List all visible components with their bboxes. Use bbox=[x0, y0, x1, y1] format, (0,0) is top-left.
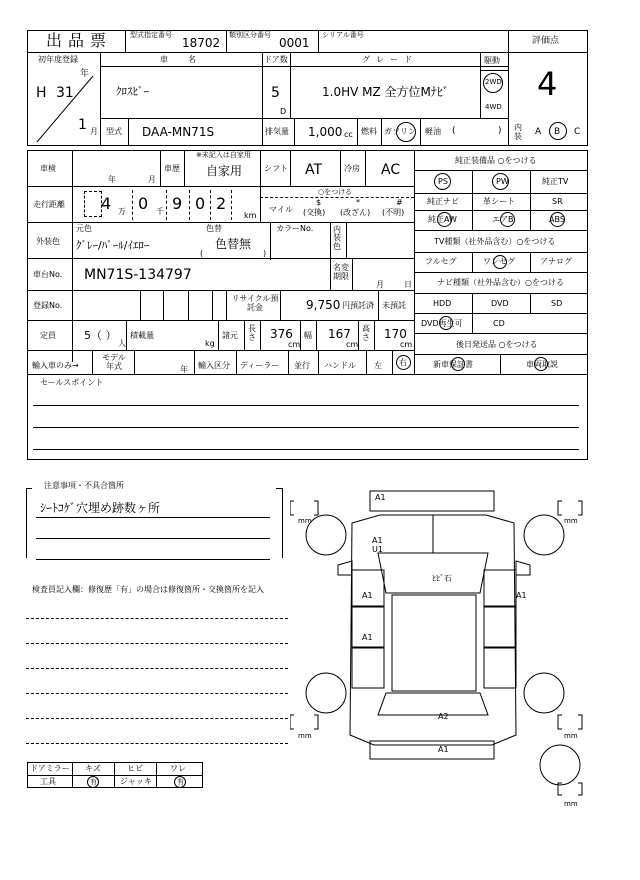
certified-number: 18702 bbox=[182, 36, 221, 50]
name-change-label: 名変期限 bbox=[333, 263, 349, 281]
legend-jack: ジャッキ bbox=[120, 777, 152, 786]
capacity-label: 定員 bbox=[40, 331, 56, 340]
shift-value: AT bbox=[305, 162, 323, 178]
width-unit: cm bbox=[346, 340, 359, 349]
model-year-label: モデル年式 bbox=[102, 353, 126, 372]
tv-title: TV種類（社外品含む）○をつける bbox=[434, 237, 556, 246]
interior-a: A bbox=[535, 127, 542, 137]
orig-color-label: 元色 bbox=[76, 224, 92, 233]
diagram-label-hood-u1: U1 bbox=[372, 545, 383, 554]
first-reg-era: H bbox=[36, 85, 47, 101]
name-change-day: 日 bbox=[404, 280, 412, 289]
equip-pw: PW bbox=[496, 177, 509, 186]
color-paren-open: ( bbox=[200, 249, 204, 258]
equip-airbag-circle bbox=[500, 212, 515, 227]
capacity-unit: 人 bbox=[118, 339, 126, 348]
car-name-value: ｸﾛｽﾋﾞｰ bbox=[116, 85, 149, 98]
mileage-sen: 千 bbox=[156, 207, 164, 216]
import-parallel: 並行 bbox=[294, 361, 310, 370]
capacity-value: 5（ ） bbox=[84, 329, 117, 342]
mileage-exchange-sym: $ bbox=[316, 198, 322, 207]
equip-abs: ABS bbox=[549, 215, 565, 224]
mileage-digit-2: 0 bbox=[138, 194, 149, 213]
history-label: 車歴 bbox=[164, 164, 180, 173]
form-title: 出品票 bbox=[46, 31, 113, 50]
later-title: 後日発送品 ○をつける bbox=[456, 340, 538, 349]
import-dealer: ディーラー bbox=[240, 361, 280, 370]
inspection-label: 車検 bbox=[40, 164, 56, 173]
doors-suffix: D bbox=[280, 107, 287, 116]
doors-label: ドア数 bbox=[264, 55, 288, 64]
diagram-label-left-door: A1 bbox=[362, 633, 373, 642]
drive-2wd: 2WD bbox=[485, 78, 502, 86]
mileage-digit-3: 9 bbox=[172, 194, 183, 213]
name-change-month: 月 bbox=[376, 280, 384, 289]
width-value: 167 bbox=[328, 327, 351, 341]
legend-tools: 工具 bbox=[40, 777, 56, 786]
handle-right: 右 bbox=[399, 358, 407, 367]
serial-label: シリアル番号 bbox=[322, 31, 364, 39]
first-reg-year-unit: 年 bbox=[80, 69, 90, 79]
fuel-gasoline: ガソリン bbox=[384, 127, 416, 136]
import-label: 輸入車のみ→ bbox=[32, 361, 79, 370]
legend-scratch: キズ bbox=[85, 764, 101, 773]
length-value: 376 bbox=[270, 327, 293, 341]
equip-ps: PS bbox=[438, 177, 448, 186]
history-value: 自家用 bbox=[206, 164, 243, 178]
interior-c: C bbox=[574, 127, 581, 137]
navi-dvd: DVD bbox=[491, 299, 509, 308]
legend-crack: ヒビ bbox=[127, 764, 143, 773]
mileage-mile: マイル bbox=[269, 205, 293, 214]
grade-points-label: 評価点 bbox=[532, 36, 560, 46]
history-note: ※未記入は自家用 bbox=[196, 151, 251, 159]
inspector-label: 検査員記入欄：修復歴「有」の場合は修復箇所・交換箇所を記入 bbox=[32, 585, 264, 594]
grade-value: 1.0HV MZ 全方位Mﾅﾋﾞ bbox=[322, 85, 449, 99]
tv-fullseg: フルセグ bbox=[425, 257, 457, 266]
size-label: 諸元 bbox=[222, 331, 238, 340]
displacement-value: 1,000 bbox=[308, 125, 343, 139]
interior-label: 内装 bbox=[514, 123, 522, 141]
later-warranty: 新車保証書 bbox=[433, 360, 473, 369]
color-change-label: 色替 bbox=[206, 224, 222, 233]
mileage-km: km bbox=[244, 211, 257, 220]
diagram-label-left-front: A1 bbox=[362, 591, 373, 600]
equip-sr: SR bbox=[552, 197, 563, 206]
drive-label: 駆動 bbox=[484, 56, 500, 65]
import-class-label: 輸入区分 bbox=[198, 361, 230, 370]
mileage-digit-4: 0 bbox=[195, 194, 206, 213]
mm-front-right: mm bbox=[564, 517, 578, 525]
equip-leather: 革シート bbox=[483, 197, 515, 206]
fuel-paren-close: ) bbox=[498, 126, 502, 136]
equipment-title: 純正装備品 ○をつける bbox=[455, 156, 537, 165]
later-manual-circle bbox=[534, 357, 548, 371]
recycle-no: 未預託 bbox=[382, 301, 406, 310]
first-reg-month: 1 bbox=[78, 117, 87, 133]
navi-cd: CD bbox=[493, 319, 505, 328]
mileage-digit-1: 4 bbox=[101, 194, 112, 213]
height-value: 170 bbox=[384, 327, 407, 341]
recycle-label: リサイクル預託金 bbox=[231, 294, 279, 313]
sales-point-label: セールスポイント bbox=[40, 378, 104, 387]
notes-title: 注意事項・不具合箇所 bbox=[44, 481, 124, 490]
grade-points-value: 4 bbox=[537, 65, 558, 103]
navi-dvd-play: DVD再生可 bbox=[421, 319, 463, 328]
mm-front-left: mm bbox=[298, 517, 312, 525]
mileage-man: 万 bbox=[118, 207, 126, 216]
equip-aw: 純正AW bbox=[428, 215, 457, 224]
mileage-label: 走行距離 bbox=[33, 200, 65, 209]
equip-airbag: エアB bbox=[492, 215, 514, 224]
width-label: 幅 bbox=[304, 331, 312, 340]
legend-mirror: ドアミラー bbox=[30, 764, 70, 773]
grade-label: グレード bbox=[362, 55, 418, 64]
load-unit: kg bbox=[205, 339, 215, 348]
diagram-label-bumper-front: A1 bbox=[375, 493, 386, 502]
navi-hdd: HDD bbox=[433, 299, 452, 308]
handle-left: 左 bbox=[374, 361, 382, 370]
mileage-unknown-sym: # bbox=[396, 198, 403, 207]
mileage-digit-5: 2 bbox=[216, 194, 227, 213]
diagram-label-hood-a1: A1 bbox=[372, 536, 383, 545]
equip-pw-circle bbox=[492, 173, 509, 190]
model-label: 型式 bbox=[106, 127, 122, 136]
fuel-circle bbox=[396, 122, 416, 142]
inspection-year-unit: 年 bbox=[108, 175, 116, 184]
length-label: 長さ bbox=[248, 324, 256, 342]
reg-no-label: 登録No. bbox=[33, 301, 63, 310]
equip-abs-circle bbox=[550, 212, 565, 227]
diagram-label-rear-bumper: A1 bbox=[438, 745, 449, 754]
equip-navi: 純正ナビ bbox=[427, 197, 459, 206]
navi-dvd-play-circle bbox=[439, 316, 453, 330]
color-change-value: 色替無 bbox=[215, 237, 252, 251]
equip-aw-circle bbox=[437, 212, 452, 227]
mileage-box-1 bbox=[84, 191, 102, 217]
category-label: 類別区分番号 bbox=[229, 31, 271, 39]
displacement-unit: cc bbox=[344, 130, 353, 139]
fuel-paren-open: ( bbox=[452, 126, 456, 136]
ac-value: AC bbox=[381, 162, 401, 178]
recycle-value: 9,750 bbox=[306, 298, 341, 312]
tv-oneseg-circle bbox=[493, 255, 507, 269]
mm-rear-left: mm bbox=[298, 732, 312, 740]
mileage-altered: (改ざん) bbox=[340, 208, 371, 217]
mileage-unknown: (不明) bbox=[382, 208, 405, 217]
car-name-label: 車名 bbox=[160, 55, 216, 64]
first-reg-year: 31 bbox=[56, 85, 74, 101]
category-number: 0001 bbox=[279, 36, 310, 50]
fuel-label: 燃料 bbox=[361, 127, 377, 136]
height-label: 高さ bbox=[362, 324, 370, 342]
recycle-unit: 円預託済 bbox=[342, 301, 374, 310]
chassis-value: MN71S-134797 bbox=[84, 267, 192, 283]
shift-label: シフト bbox=[264, 164, 288, 173]
displacement-label: 排気量 bbox=[265, 127, 289, 136]
diagram-label-windshield: ﾋﾋﾞ石 bbox=[432, 574, 452, 583]
interior-color-label: 内装色 bbox=[333, 225, 341, 251]
mm-spare: mm bbox=[564, 800, 578, 808]
certified-label: 型式指定番号 bbox=[130, 31, 172, 39]
height-unit: cm bbox=[400, 340, 413, 349]
equip-tv: 純正TV bbox=[542, 177, 569, 186]
later-manual: 車両取説 bbox=[526, 360, 558, 369]
fuel-diesel: 軽油 bbox=[425, 127, 441, 136]
load-label: 積載量 bbox=[130, 331, 154, 340]
inspection-month-unit: 月 bbox=[148, 175, 156, 184]
navi-title: ナビ種類（社外品含む）○をつける bbox=[437, 278, 564, 287]
model-value: DAA-MN71S bbox=[142, 125, 215, 139]
handle-label: ハンドル bbox=[324, 361, 356, 370]
ac-label: 冷房 bbox=[344, 164, 360, 173]
model-year-unit: 年 bbox=[180, 365, 188, 374]
tv-oneseg: ワンセグ bbox=[483, 257, 515, 266]
doors-value: 5 bbox=[271, 85, 280, 101]
color-value: ｸﾞﾚｰ/ﾊﾟｰﾙ/ｲｴﾛｰ bbox=[76, 239, 150, 252]
notes-line-1: ｼｰﾄｺｹﾞ穴埋め跡数ヶ所 bbox=[40, 501, 161, 515]
color-no-label: カラーNo. bbox=[276, 224, 314, 233]
mileage-altered-sym: * bbox=[356, 198, 360, 207]
later-warranty-circle bbox=[451, 357, 465, 371]
first-reg-label: 初年度登録 bbox=[38, 55, 78, 64]
drive-4wd: 4WD bbox=[485, 103, 502, 111]
tv-analog: アナログ bbox=[540, 257, 572, 266]
first-reg-month-unit: 月 bbox=[90, 127, 98, 136]
mileage-circle-note: ○をつける bbox=[318, 188, 353, 196]
legend-tools-circle bbox=[87, 776, 99, 788]
mm-rear-right: mm bbox=[564, 732, 578, 740]
mileage-exchange: (交換) bbox=[303, 208, 326, 217]
chassis-label: 車台No. bbox=[33, 270, 63, 279]
interior-b: B bbox=[554, 127, 561, 137]
legend-tools-yes: 有 bbox=[90, 778, 97, 786]
legend-jack-circle bbox=[174, 776, 186, 788]
equip-ps-circle bbox=[434, 173, 451, 190]
diagram-label-rear-glass: A2 bbox=[438, 712, 449, 721]
exterior-color-label: 外装色 bbox=[36, 237, 60, 246]
diagram-label-right-front: A1 bbox=[516, 591, 527, 600]
navi-sd: SD bbox=[551, 299, 563, 308]
car-diagram bbox=[290, 475, 590, 805]
legend-break: ワレ bbox=[170, 764, 186, 773]
legend-jack-yes: 有 bbox=[177, 778, 184, 786]
length-unit: cm bbox=[288, 340, 301, 349]
color-paren-close: ) bbox=[263, 249, 267, 258]
